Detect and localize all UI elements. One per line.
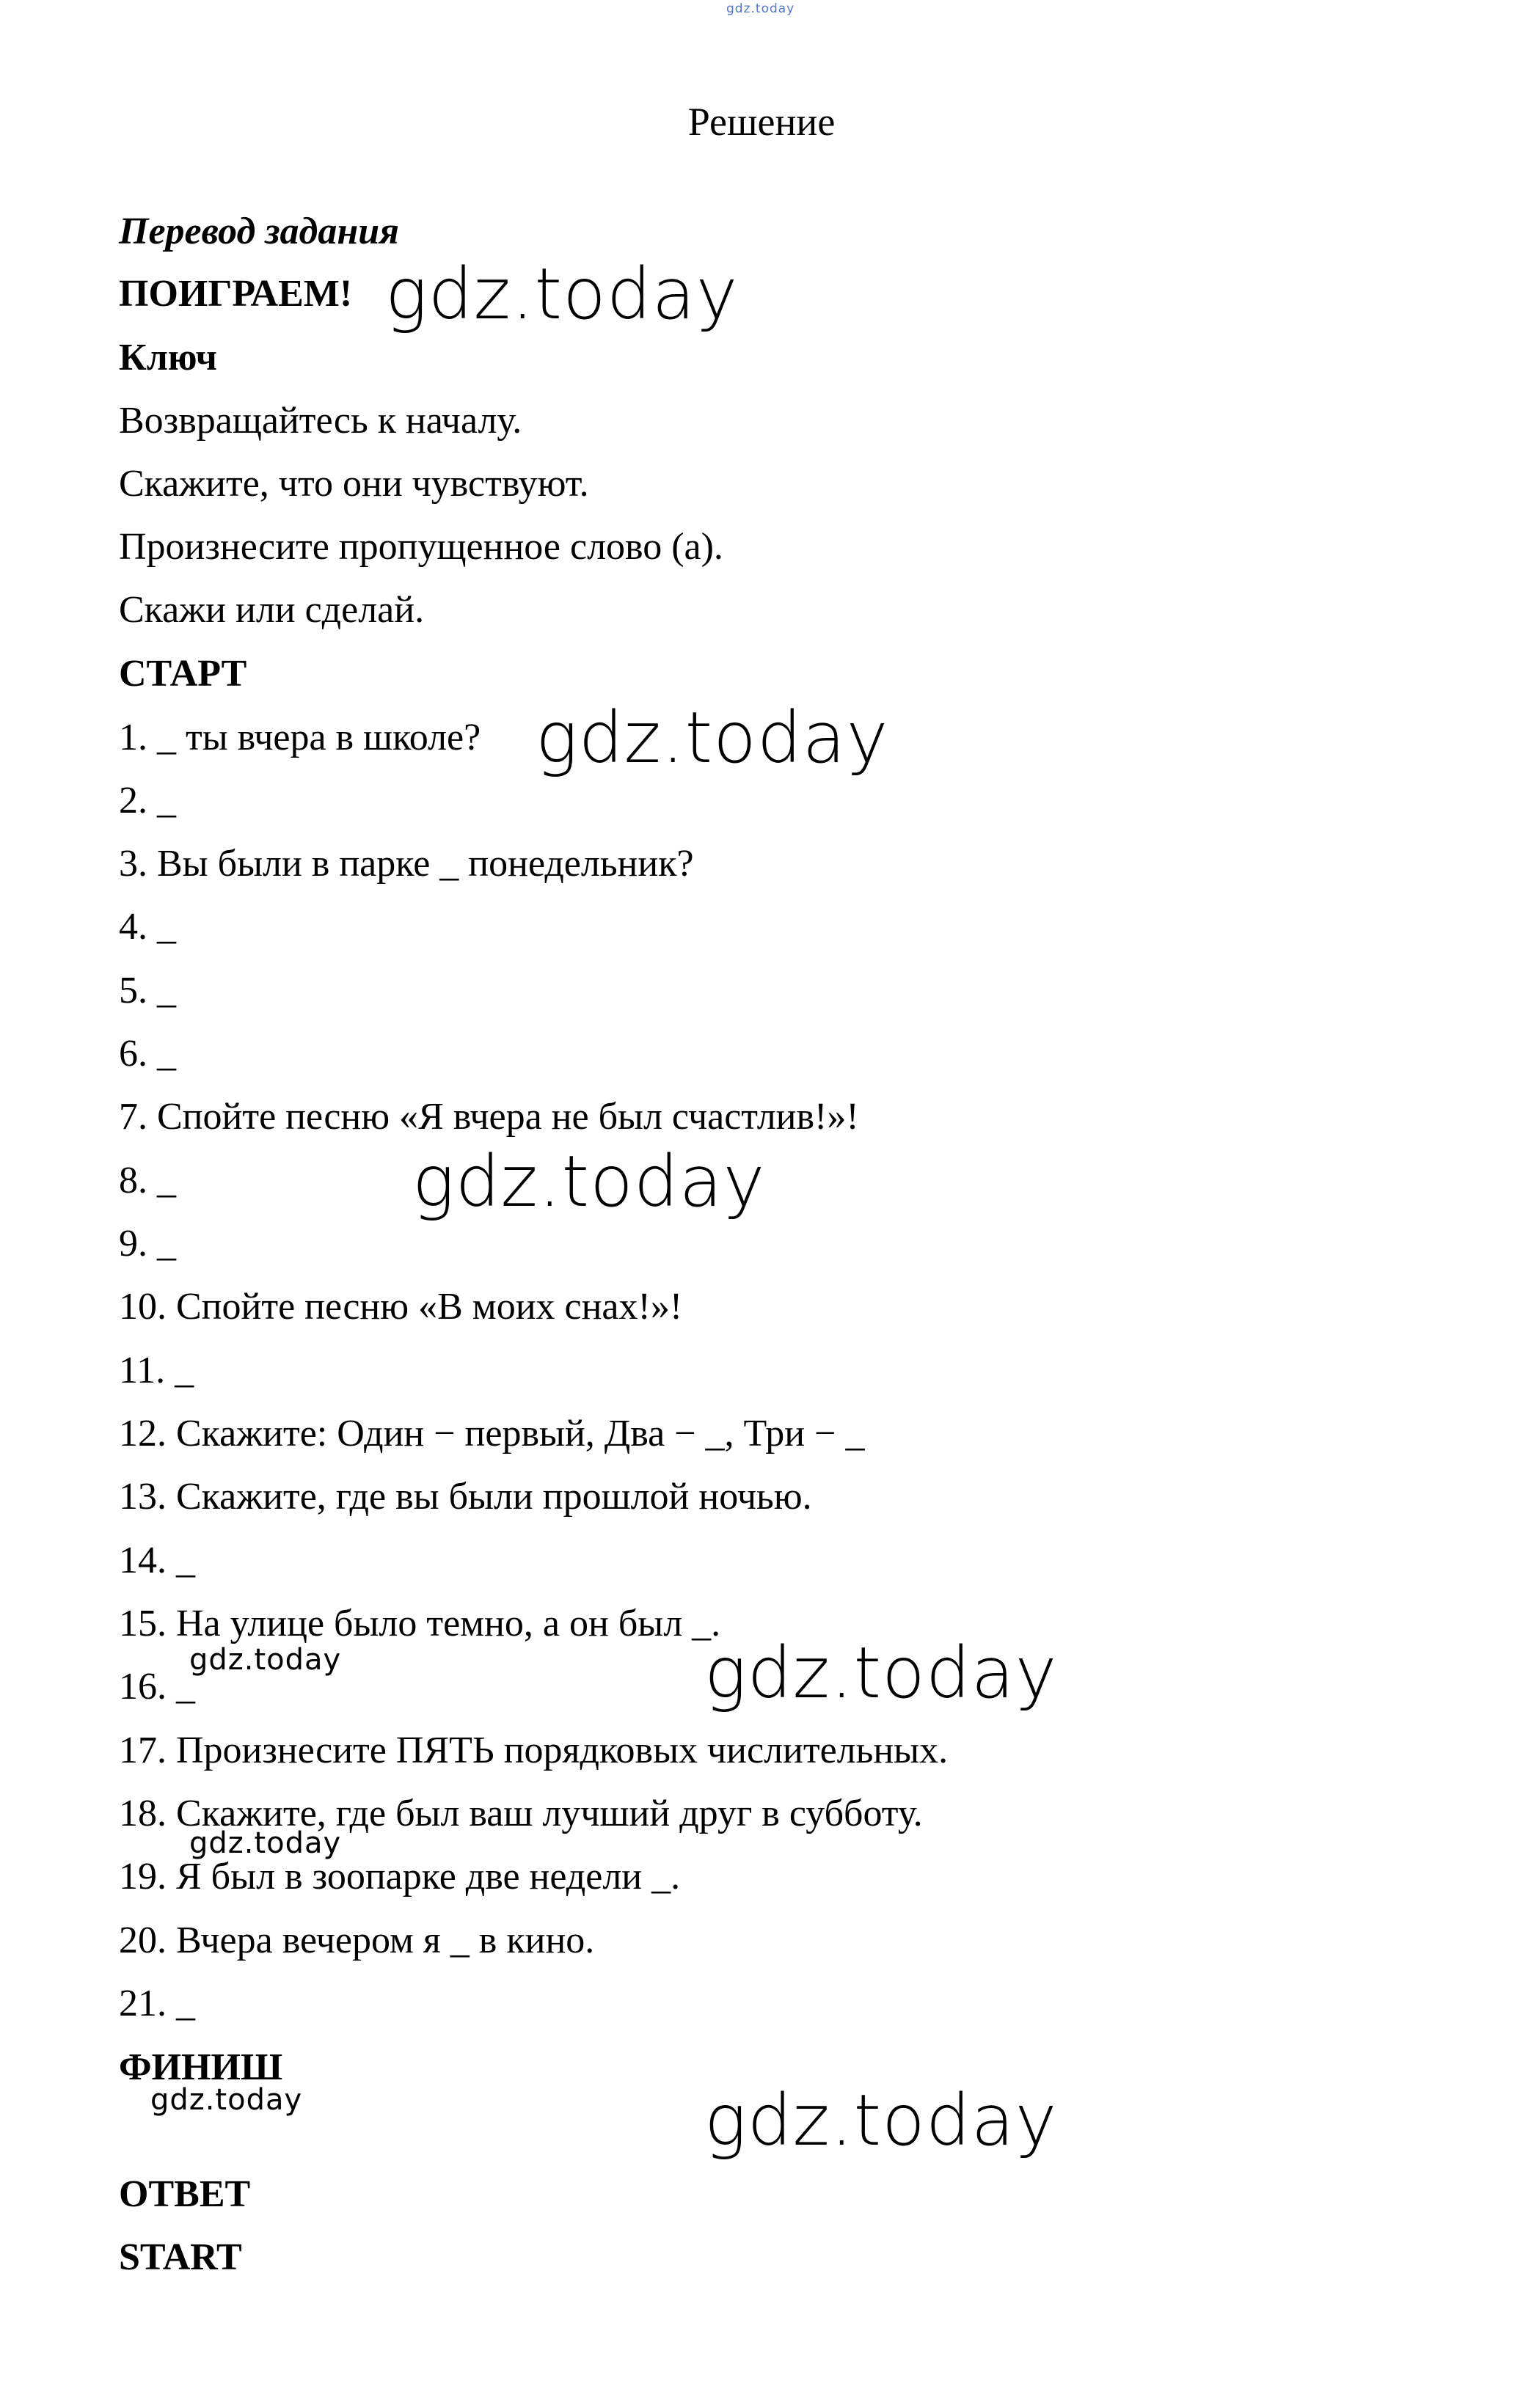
watermark-large: gdz.today: [704, 2079, 1058, 2162]
step-item: 5. _: [119, 970, 176, 1011]
watermark-large: gdz.today: [385, 253, 739, 335]
step-item: 21. _: [119, 1983, 195, 2024]
finish-heading: ФИНИШ: [119, 2046, 283, 2088]
answer-heading: ОТВЕТ: [119, 2173, 251, 2215]
watermark-large: gdz.today: [412, 1141, 766, 1223]
step-item: 8. _: [119, 1160, 176, 1201]
step-item: 14. _: [119, 1540, 195, 1581]
key-item: Скажи или сделай.: [119, 589, 425, 631]
step-item: 7. Спойте песню «Я вчера не был счастлив!»!: [119, 1096, 859, 1138]
step-item: 13. Скажите, где вы были прошлой ночью.: [119, 1476, 812, 1518]
step-item: 9. _: [119, 1223, 176, 1265]
watermark-small: gdz.today: [189, 1826, 342, 1860]
key-item: Произнесите пропущенное слово (а).: [119, 526, 723, 568]
step-item: 15. На улице было темно, а он был _.: [119, 1603, 721, 1644]
watermark-small: gdz.today: [150, 2083, 303, 2117]
step-item: 10. Спойте песню «В моих снах!»!: [119, 1286, 683, 1328]
key-heading: Ключ: [119, 337, 217, 378]
game-heading: ПОИГРАЕМ!: [119, 273, 353, 315]
step-item: 2. _: [119, 780, 176, 821]
watermark-small: gdz.today: [189, 1643, 342, 1677]
step-item: 19. Я был в зоопарке две недели _.: [119, 1856, 681, 1898]
translation-heading: Перевод задания: [119, 211, 399, 252]
step-item: 12. Скажите: Один − первый, Два − _, Три − _: [119, 1413, 865, 1454]
step-item: 18. Скажите, где был ваш лучший друг в субботу.: [119, 1793, 923, 1834]
step-item: 3. Вы были в парке _ понедельник?: [119, 843, 694, 885]
step-item: 6. _: [119, 1033, 176, 1075]
page-title: Решение: [687, 100, 836, 144]
start-heading: СТАРТ: [119, 653, 247, 695]
step-item: 11. _: [119, 1350, 194, 1391]
step-item: 16. _: [119, 1666, 195, 1708]
watermark-large: gdz.today: [704, 1632, 1058, 1714]
step-item: 4. _: [119, 906, 176, 948]
watermark-top: gdz.today: [726, 1, 795, 16]
step-item: 17. Произнесите ПЯТЬ порядковых числительных.: [119, 1730, 949, 1771]
answer-start: START: [119, 2236, 242, 2278]
key-item: Возвращайтесь к началу.: [119, 400, 522, 442]
step-item: 20. Вчера вечером я _ в кино.: [119, 1920, 595, 1961]
watermark-large: gdz.today: [536, 697, 889, 779]
step-item: 1. _ ты вчера в школе?: [119, 717, 481, 758]
key-item: Скажите, что они чувствуют.: [119, 463, 589, 505]
